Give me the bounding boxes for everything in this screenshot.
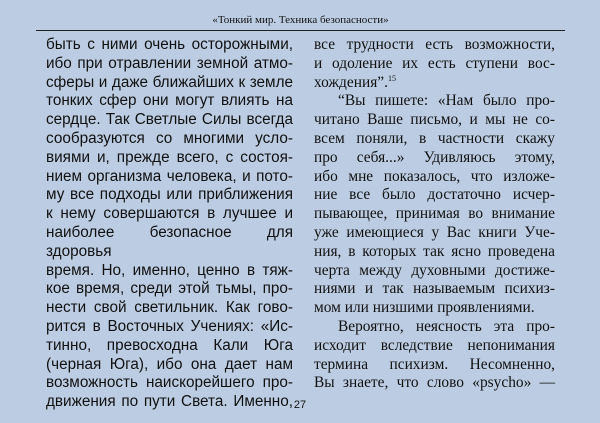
text-line: про себя...» Удивляюсь этому, xyxy=(314,148,555,166)
left-column xyxy=(46,36,293,412)
paragraph-start-line: “Вы пишете: «Нам было про- xyxy=(338,92,555,110)
text-line: мом или низшими проявлениями. xyxy=(314,299,535,317)
text-line: пывающее, принимая во внимание xyxy=(314,205,555,223)
text-line: кое время, среди этой тьмы, про- xyxy=(46,280,293,298)
text-line: всем поняли, в частности скажу xyxy=(314,129,555,147)
running-header: «Тонкий мир. Техника безопасности» xyxy=(212,14,389,26)
text-line: читано Ваше письмо, и мы не со- xyxy=(314,111,555,129)
text-line: ниями и так называемым психиз- xyxy=(314,280,555,298)
text-line: черта между духовными достиже- xyxy=(314,261,555,279)
text-line: тинно, превосходна Кали Юга xyxy=(46,336,293,354)
text-line: сердце. Так Светлые Силы всегда xyxy=(46,111,293,129)
text-line-with-footnote xyxy=(314,74,555,93)
text-line: наиболее безопасное для здоровья xyxy=(46,223,293,260)
text-line: термина психизм. Несомненно, xyxy=(314,355,555,373)
right-column xyxy=(314,36,555,393)
text-line: сферы и даже ближайших к земле xyxy=(46,73,293,91)
text-line: движения по пути Света. Именно, xyxy=(46,393,293,411)
text-line: ибо при отравлении земной атмо- xyxy=(46,54,293,72)
paragraph-start-line: Вероятно, неясность эта про- xyxy=(338,317,555,335)
text-line: возможность наискорейшего про- xyxy=(46,374,293,392)
text-line: виями и, прежде всего, с состоя- xyxy=(46,148,293,166)
text-line: сообразуются со многими усло- xyxy=(46,129,293,147)
page-number: 27 xyxy=(293,399,307,411)
text-line: исходит вследствие непонимания xyxy=(314,336,555,354)
text-line: время. Но, именно, ценно в тяж- xyxy=(46,261,293,279)
footnote-ref: 15 xyxy=(387,73,396,83)
text-line: к нему совершаются в лучшее и xyxy=(46,205,293,223)
text-line: и одоление их есть ступени вос- xyxy=(314,54,555,72)
text-line: рится в Восточных Учениях: «Ис- xyxy=(46,317,293,335)
text-line: тонких сфер они могут влиять на xyxy=(46,92,293,110)
text-line: все трудности есть возможности, xyxy=(314,36,555,53)
text-line: нести свой светильник. Как гово- xyxy=(46,299,293,317)
text-line: ибо мне показалось, что изложе- xyxy=(314,167,555,185)
text-line: (черная Юга), ибо она дает нам xyxy=(46,355,293,373)
text-line: Вы знаете, что слово «psycho» — xyxy=(314,374,555,392)
text-line: быть с ними очень осторожными, xyxy=(46,36,293,53)
text-line: ние все было достаточно исчер- xyxy=(314,186,555,204)
text-line: ния, в которых так ясно проведена xyxy=(314,242,555,260)
text-line: му все подходы или приближения xyxy=(46,186,293,204)
text-line: уже имеющиеся у Вас книги Уче- xyxy=(314,223,555,241)
text-line: нием организма человека, и пото- xyxy=(46,167,293,185)
header-rule xyxy=(36,30,565,31)
text-line: хождения”. xyxy=(314,73,388,91)
